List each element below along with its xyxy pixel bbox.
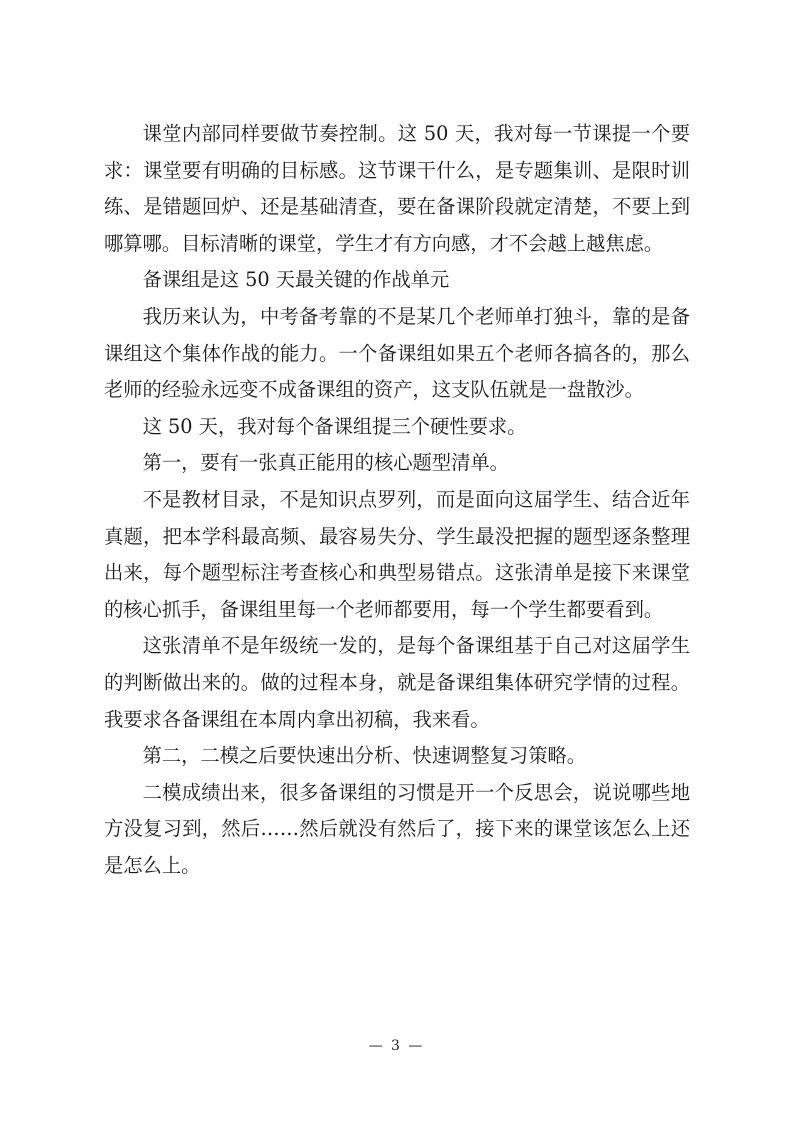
section-heading: 备课组是这 50 天最关键的作战单元 (142, 268, 450, 292)
paragraph: 二模成绩出来，很多备课组的习惯是开一个反思会，说说哪些地方没复习到，然后……然后就没有然后了，接下来的课堂该怎么上还是怎么上。 (104, 780, 690, 877)
paragraph: 不是教材目录，不是知识点罗列，而是面向这届学生、结合近年真题，把本学科最高频、最容易失分、学生最没把握的题型逐条整理出来，每个题型标注考查核心和典型易错点。这张清单是接下来课堂的核心抓手，备课组里每一个老师都要用，每一个学生都要看到。 (104, 487, 690, 621)
paragraph: 这 50 天，我对每个备课组提三个硬性要求。 (142, 414, 527, 438)
paragraph: 课堂内部同样要做节奏控制。这 50 天，我对每一节课提一个要求：课堂要有明确的目标感。这节课干什么，是专题集训、是限时训练、是错题回炉、还是基础清查，要在备课阶段就定清楚，不要上到哪算哪。目标清晰的课堂，学生才有方向感，才不会越上越焦虑。 (104, 122, 690, 255)
paragraph: 这张清单不是年级统一发的，是每个备课组基于自己对这届学生的判断做出来的。做的过程本身，就是备课组集体研究学情的过程。我要求各备课组在本周内拿出初稿，我来看。 (104, 634, 690, 731)
paragraph: 第一，要有一张真正能用的核心题型清单。 (142, 451, 509, 475)
body-text (104, 116, 690, 884)
page-number: — 3 — (368, 1038, 425, 1054)
paragraph: 我历来认为，中考备考靠的不是某几个老师单打独斗，靠的是备课组这个集体作战的能力。一个备课组如果五个老师各搞各的，那么老师的经验永远变不成备课组的资产，这支队伍就是一盘散沙。 (104, 304, 690, 402)
paragraph: 第二，二模之后要快速出分析、快速调整复习策略。 (142, 744, 587, 768)
